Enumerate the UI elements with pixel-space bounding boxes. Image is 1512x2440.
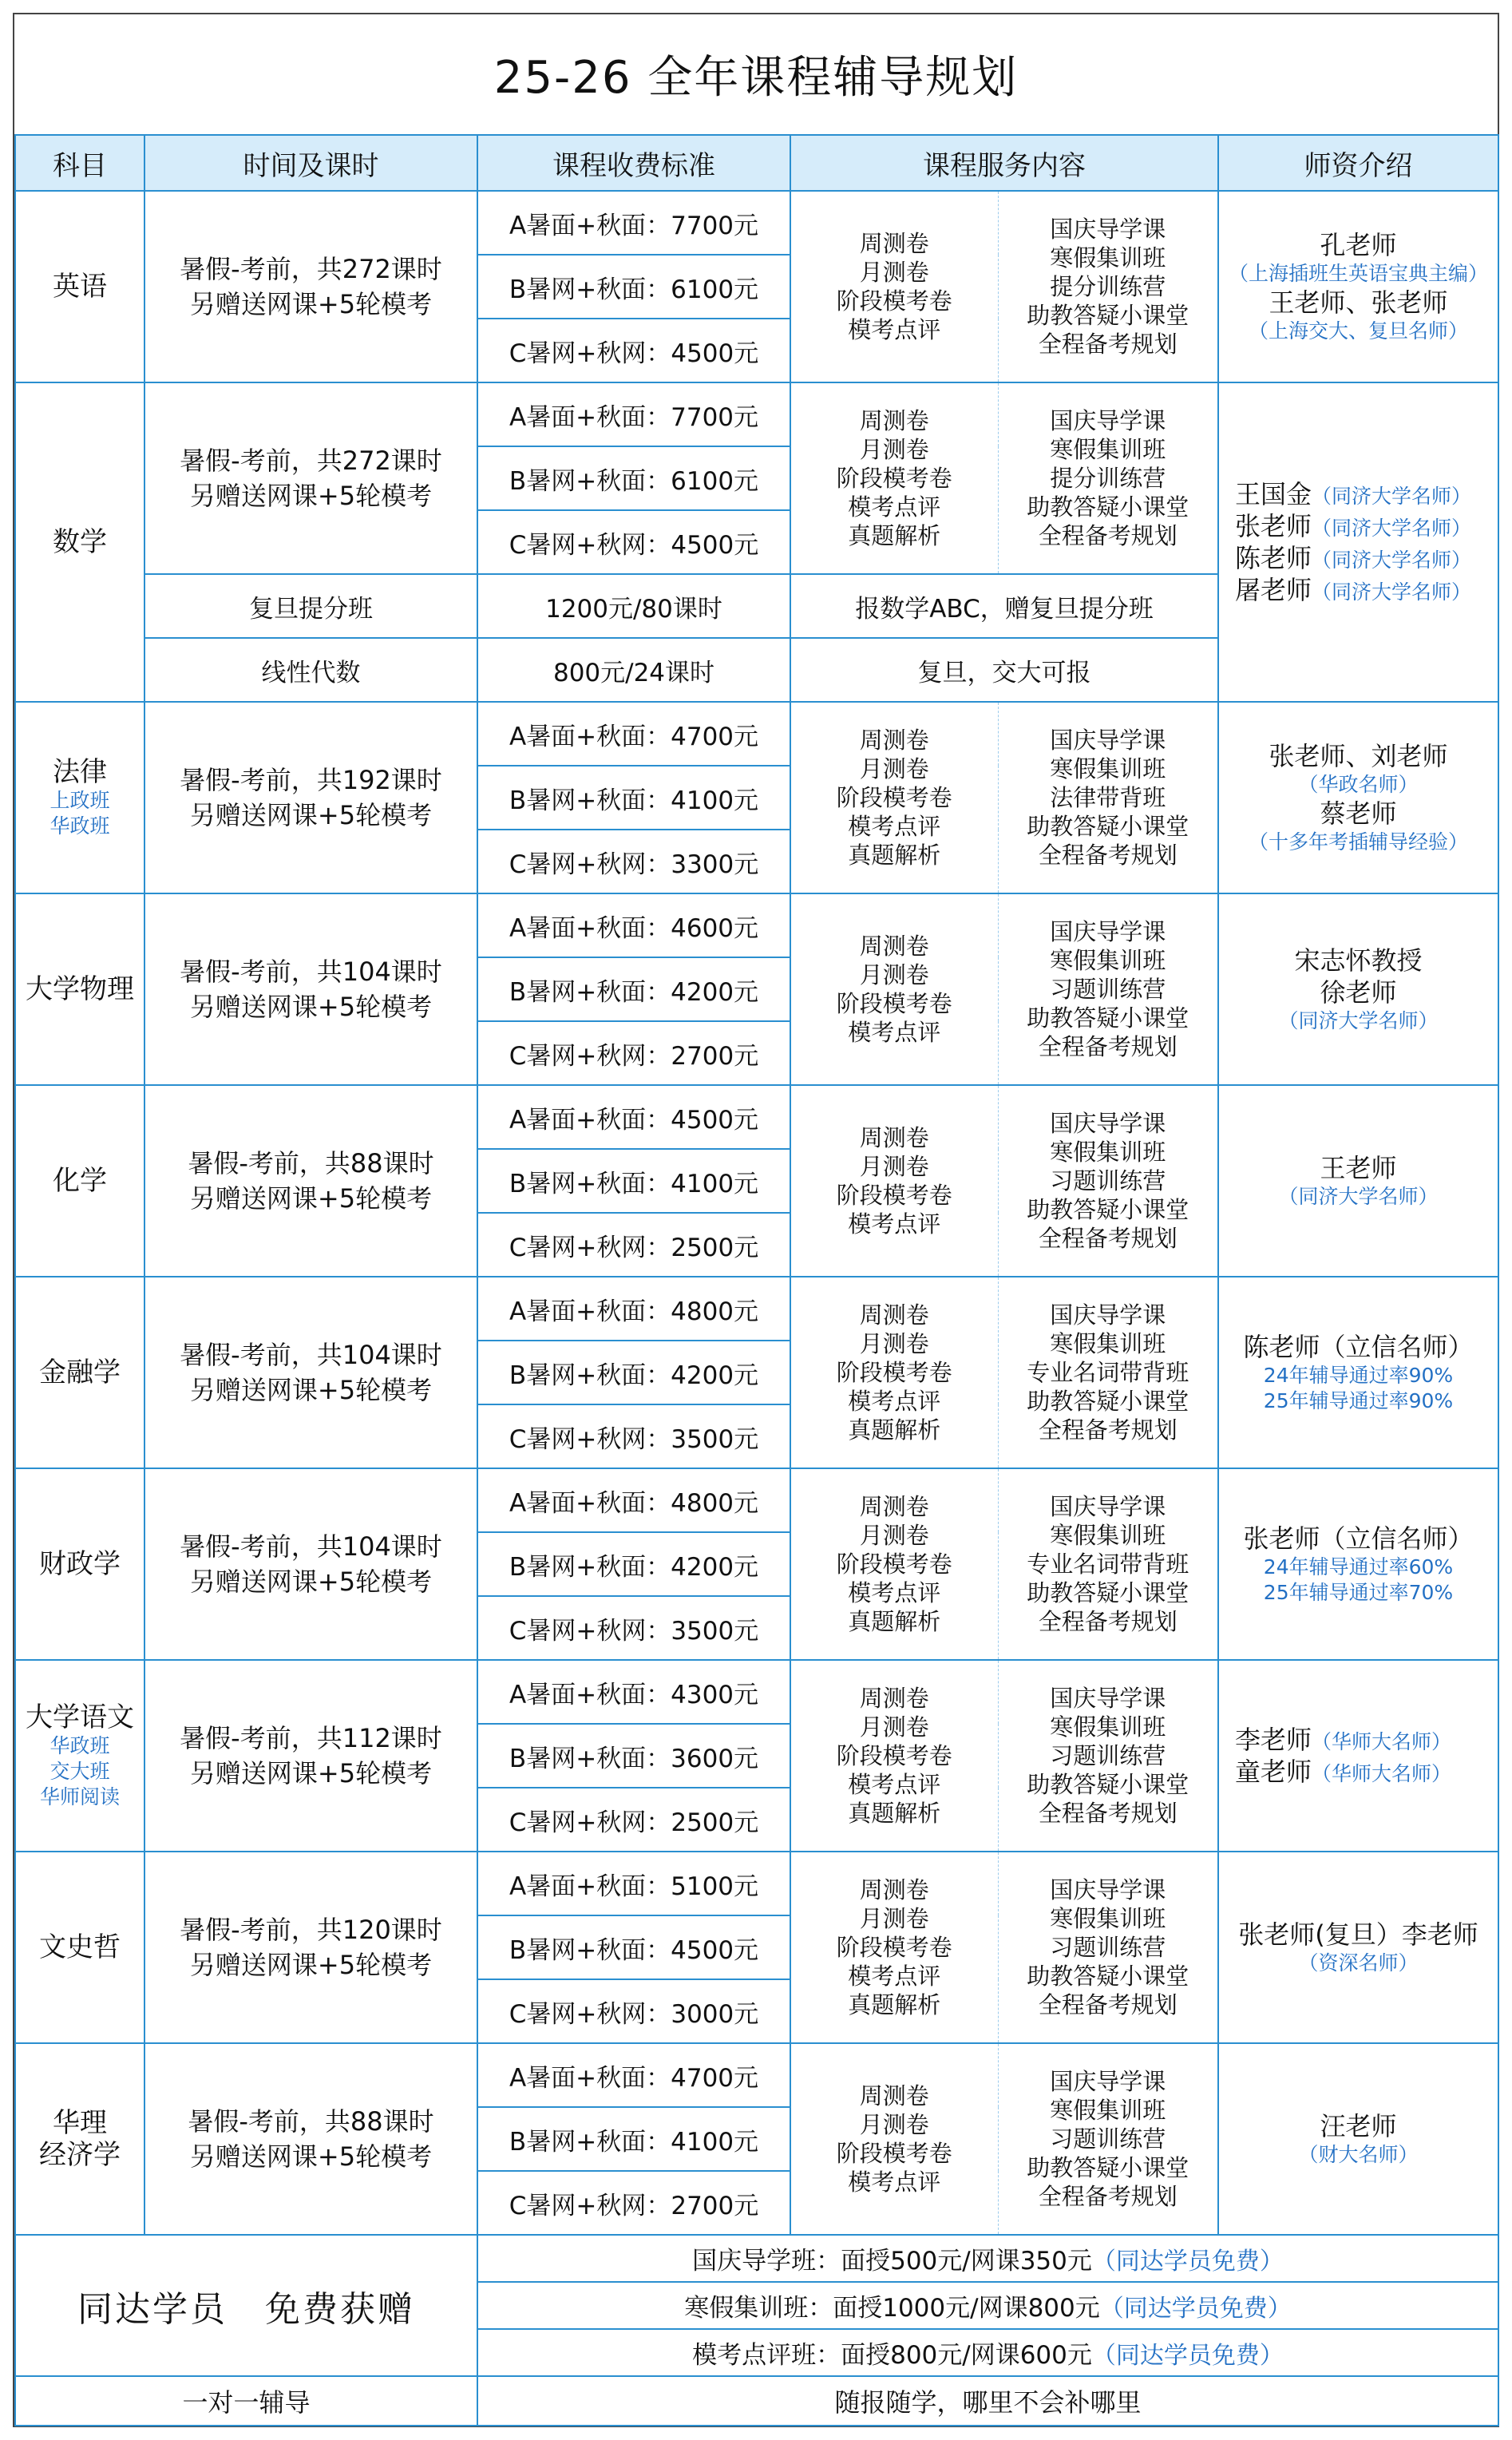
text-line: 提分训练营 [1050,465,1166,492]
text-line: 法律带背班 [1050,784,1166,811]
text-line: 模考点评 [848,493,941,521]
text-line: 模考点评 [848,2169,941,2196]
teacher-name: 童老师 [1235,1757,1312,1787]
text-line: 国庆导学课 [1050,1685,1166,1712]
service-right-cell [998,1277,1218,1468]
text-line: 月测卷 [859,1330,929,1357]
course-table [14,134,1499,2426]
service-left-cell [790,1660,998,1852]
time-cell [144,1277,477,1468]
text-line: 模考点评 [848,1579,941,1606]
text-line: 寒假集训班 [1050,1905,1166,1932]
teacher-name: 王国金 [1235,479,1312,509]
price-cell: A暑面+秋面：4700元 [477,702,790,766]
teacher-line: 宋志怀教授 [1294,945,1423,976]
subject-cell [15,2043,144,2235]
service-right-cell [998,1852,1218,2043]
header-time: 时间及课时 [144,135,477,191]
page-frame [13,13,1499,2427]
text-line: 真题解析 [848,1608,941,1635]
text-line: 月测卷 [859,961,929,988]
teachers-cell [1218,2043,1498,2235]
service-left-cell [790,191,998,382]
subject-name: 文史哲 [39,1931,121,1963]
extra-service-cell: 报数学ABC，赠复旦提分班 [790,574,1218,638]
text-line: 专业名词带背班 [1027,1551,1189,1578]
text-line: 另赠送网课+5轮模考 [189,2141,433,2172]
teacher-name: 陈老师 [1235,543,1312,573]
text-line: 阶段模考卷 [836,2140,952,2167]
price-cell: C暑网+秋网：2700元 [477,1021,790,1085]
free-gift-item [477,2235,1498,2282]
text-line: 全程备考规划 [1038,1608,1178,1635]
text-line: 模考点评 [848,316,941,343]
price-cell: C暑网+秋网：3000元 [477,1979,790,2043]
free-gift-note: （同达学员免费） [1091,2342,1284,2370]
teacher-note: （华师大名师） [1312,1730,1452,1753]
text-line: 周测卷 [859,1124,929,1151]
teacher-name: 张老师 [1235,511,1312,541]
one-on-one-label: 一对一辅导 [15,2376,477,2426]
teacher-note: （同济大学名师） [1312,485,1472,508]
price-cell: B暑网+秋面：4100元 [477,1149,790,1213]
table-row [15,191,1498,255]
price-cell: C暑网+秋网：2700元 [477,2171,790,2235]
text-line: 模考点评 [848,1771,941,1798]
teacher-line: 张老师(复旦）李老师 [1238,1919,1478,1950]
text-line: 寒假集训班 [1050,1522,1166,1549]
text-line: 助教答疑小课堂 [1027,2154,1189,2181]
price-cell: A暑面+秋面：4800元 [477,1277,790,1341]
subject-name: 大学物理 [26,973,134,1005]
text-line: 助教答疑小课堂 [1027,1004,1189,1032]
text-line: 助教答疑小课堂 [1027,1771,1189,1798]
service-right-cell [998,1085,1218,1277]
teacher-line: 24年辅导通过率60% [1263,1555,1454,1578]
text-line: 模考点评 [848,1019,941,1046]
teacher-line: （十多年考插辅导经验） [1248,830,1468,854]
text-line: 寒假集训班 [1050,1139,1166,1166]
teachers-cell [1218,1468,1498,1660]
text-line: 国庆导学课 [1050,727,1166,754]
text-line: 寒假集训班 [1050,755,1166,782]
text-line: 阶段模考卷 [836,990,952,1017]
text-line: 阶段模考卷 [836,1742,952,1769]
text-line: 国庆导学课 [1050,2068,1166,2095]
teacher-note: （同济大学名师） [1312,517,1472,540]
teacher-line: 王老师 [1320,1153,1397,1183]
price-cell: C暑网+秋网：2500元 [477,1213,790,1277]
subject-cell [15,1468,144,1660]
teacher-line: 蔡老师 [1320,798,1397,829]
text-line: 助教答疑小课堂 [1027,1963,1189,1990]
table-row [15,2043,1498,2107]
table-row [15,1277,1498,1341]
teacher-line: （资深名师） [1298,1951,1419,1975]
header-teachers: 师资介绍 [1218,135,1498,191]
text-line: 另赠送网课+5轮模考 [189,1758,433,1788]
teacher-line [1224,478,1493,510]
header-service: 课程服务内容 [790,135,1218,191]
text-line: 月测卷 [859,1713,929,1741]
teacher-line: （上海交大、复旦名师） [1248,319,1468,343]
teacher-line: （同济大学名师） [1278,1009,1439,1032]
text-line: 模考点评 [848,1210,941,1238]
text-line: 助教答疑小课堂 [1027,1388,1189,1415]
extra-name-cell: 线性代数 [144,638,477,702]
text-line: 寒假集训班 [1050,436,1166,463]
price-cell: B暑网+秋面：6100元 [477,255,790,319]
text-line: 暑假-考前，共272课时 [180,254,442,284]
time-cell [144,1468,477,1660]
text-line: 另赠送网课+5轮模考 [189,1567,433,1597]
service-right-cell [998,702,1218,893]
extra-price-cell: 800元/24课时 [477,638,790,702]
price-cell: C暑网+秋网：3500元 [477,1404,790,1468]
teacher-note: （同济大学名师） [1312,580,1472,604]
service-right-cell [998,191,1218,382]
text-line: 国庆导学课 [1050,1876,1166,1903]
teacher-name: 屠老师 [1235,575,1312,605]
service-left-cell [790,1277,998,1468]
subject-cell [15,191,144,382]
teachers-cell [1218,1277,1498,1468]
teacher-line: 张老师、刘老师 [1269,741,1448,771]
subject-name: 财政学 [39,1548,121,1580]
page-title: 25-26 全年课程辅导规划 [493,52,1019,104]
subject-cell [15,893,144,1085]
text-line: 月测卷 [859,755,929,782]
text-line: 真题解析 [848,522,941,549]
price-cell: C暑网+秋网：4500元 [477,510,790,574]
service-right-cell [998,1468,1218,1660]
text-line: 暑假-考前，共272课时 [180,446,442,476]
teacher-line: 25年辅导通过率70% [1263,1581,1454,1604]
text-line: 助教答疑小课堂 [1027,1196,1189,1223]
price-cell: A暑面+秋面：4800元 [477,1468,790,1532]
text-line: 阶段模考卷 [836,287,952,315]
subject-cell [15,382,144,702]
time-cell [144,893,477,1085]
teacher-line [1224,574,1493,606]
text-line: 模考点评 [848,813,941,840]
extra-name-cell: 复旦提分班 [144,574,477,638]
price-cell: A暑面+秋面：4600元 [477,893,790,957]
price-cell: B暑网+秋面：4500元 [477,1915,790,1979]
teacher-line: （华政名师） [1298,773,1419,796]
time-cell [144,702,477,893]
price-cell: B暑网+秋面：3600元 [477,1724,790,1788]
subject-cell [15,1660,144,1852]
text-line: 周测卷 [859,727,929,754]
teacher-line: 汪老师 [1320,2111,1397,2141]
service-left-cell [790,893,998,1085]
teacher-line: 24年辅导通过率90% [1263,1364,1454,1387]
text-line: 全程备考规划 [1038,522,1178,549]
text-line: 暑假-考前，共112课时 [180,1723,442,1753]
teacher-line: （上海插班生英语宝典主编） [1228,262,1488,285]
text-line: 全程备考规划 [1038,1225,1178,1252]
text-line: 全程备考规划 [1038,1033,1178,1060]
service-left-cell [790,1085,998,1277]
text-line: 周测卷 [859,407,929,434]
text-line: 国庆导学课 [1050,407,1166,434]
teachers-cell [1218,1852,1498,2043]
price-cell: A暑面+秋面：4500元 [477,1085,790,1149]
course-table-body [15,191,1498,2426]
free-gift-note: （同达学员免费） [1091,2248,1284,2276]
text-line: 助教答疑小课堂 [1027,1579,1189,1606]
text-line: 阶段模考卷 [836,1934,952,1961]
free-gift-item [477,2329,1498,2376]
text-line: 华政班 [49,814,110,838]
teachers-cell [1218,893,1498,1085]
text-line: 全程备考规划 [1038,842,1178,869]
teacher-note: （华师大名师） [1312,1762,1452,1785]
text-line: 另赠送网课+5轮模考 [189,1375,433,1405]
text-line: 真题解析 [848,842,941,869]
text-line: 月测卷 [859,1522,929,1549]
teacher-line: 徐老师 [1320,977,1397,1008]
text-line: 全程备考规划 [1038,1800,1178,1827]
time-cell [144,382,477,574]
teacher-line: （同济大学名师） [1278,1185,1439,1208]
text-line: 提分训练营 [1050,273,1166,300]
teacher-line [1224,1756,1493,1788]
service-right-cell [998,2043,1218,2235]
table-row [15,1085,1498,1149]
text-line: 另赠送网课+5轮模考 [189,289,433,319]
text-line: 助教答疑小课堂 [1027,493,1189,521]
text-line: 国庆导学课 [1050,918,1166,945]
service-left-cell [790,2043,998,2235]
header-fee: 课程收费标准 [477,135,790,191]
teacher-line: 陈老师（立信名师） [1243,1332,1474,1362]
price-cell: C暑网+秋网：3300元 [477,830,790,893]
service-right-cell [998,382,1218,574]
subject-name: 华理 [53,2107,107,2139]
teachers-cell [1218,1085,1498,1277]
table-row [15,2235,1498,2282]
free-gift-text: 模考点评班：面授800元/网课600元 [692,2341,1092,2370]
table-row [15,893,1498,957]
table-header-row [15,135,1498,191]
service-left-cell [790,1468,998,1660]
text-line: 助教答疑小课堂 [1027,302,1189,329]
price-cell: B暑网+秋面：4200元 [477,1532,790,1596]
text-line: 暑假-考前，共104课时 [180,957,442,987]
text-line: 暑假-考前，共88课时 [188,2106,434,2137]
text-line: 周测卷 [859,2082,929,2109]
text-line: 暑假-考前，共104课时 [180,1531,442,1562]
price-cell: A暑面+秋面：7700元 [477,382,790,446]
teacher-name: 李老师 [1235,1725,1312,1755]
service-left-cell [790,382,998,574]
text-line: 真题解析 [848,1991,941,2018]
text-line: 模考点评 [848,1963,941,1990]
teacher-line: 张老师（立信名师） [1243,1523,1474,1554]
table-row [15,702,1498,766]
table-row [15,1852,1498,1915]
price-cell: A暑面+秋面：4700元 [477,2043,790,2107]
text-line: 月测卷 [859,1153,929,1180]
subject-name: 英语 [53,271,107,303]
table-row [15,1468,1498,1532]
text-line: 另赠送网课+5轮模考 [189,800,433,830]
free-gift-item [477,2282,1498,2329]
text-line: 上政班 [49,789,110,812]
text-line: 寒假集训班 [1050,1330,1166,1357]
text-line: 月测卷 [859,259,929,286]
subject-name: 大学语文 [26,1701,134,1733]
text-line: 周测卷 [859,1301,929,1329]
text-line: 月测卷 [859,436,929,463]
price-cell: B暑网+秋面：4100元 [477,766,790,830]
text-line: 全程备考规划 [1038,2183,1178,2210]
text-line: 月测卷 [859,2111,929,2138]
text-line: 习题训练营 [1050,1742,1166,1769]
teacher-line [1224,510,1493,542]
price-cell: B暑网+秋面：4100元 [477,2107,790,2171]
price-cell: A暑面+秋面：4300元 [477,1660,790,1724]
subject-cell [15,1852,144,2043]
teacher-line: （财大名师） [1298,2143,1419,2166]
text-line: 全程备考规划 [1038,331,1178,358]
header-subject: 科目 [15,135,144,191]
subject-cell [15,1085,144,1277]
text-line: 国庆导学课 [1050,1493,1166,1520]
text-line: 国庆导学课 [1050,1301,1166,1329]
text-line: 寒假集训班 [1050,2097,1166,2124]
text-line: 阶段模考卷 [836,1359,952,1386]
price-cell: C暑网+秋网：3500元 [477,1596,790,1660]
table-row [15,2376,1498,2426]
text-line: 真题解析 [848,1416,941,1444]
time-cell [144,1085,477,1277]
text-line: 华政班 [49,1734,110,1757]
text-line: 全程备考规划 [1038,1991,1178,2018]
teachers-cell [1218,382,1498,702]
text-line: 暑假-考前，共120课时 [180,1915,442,1945]
teacher-line: 孔老师 [1320,230,1397,260]
text-line: 习题训练营 [1050,2125,1166,2153]
subject-name: 法律 [53,756,107,788]
text-line: 月测卷 [859,1905,929,1932]
free-gift-text: 寒假集训班：面授1000元/网课800元 [684,2294,1100,2323]
text-line: 习题训练营 [1050,1167,1166,1194]
text-line: 阶段模考卷 [836,1551,952,1578]
text-line: 国庆导学课 [1050,1110,1166,1137]
subject-name: 数学 [53,526,107,558]
text-line: 寒假集训班 [1050,244,1166,271]
text-line: 周测卷 [859,1685,929,1712]
service-right-cell [998,1660,1218,1852]
teacher-line: 25年辅导通过率90% [1263,1389,1454,1412]
text-line: 阶段模考卷 [836,465,952,492]
free-gift-text: 国庆导学班：面授500元/网课350元 [692,2247,1092,2276]
time-cell [144,2043,477,2235]
teachers-cell [1218,1660,1498,1852]
text-line: 华师阅读 [39,1785,120,1808]
text-line: 暑假-考前，共192课时 [180,765,442,795]
text-line: 周测卷 [859,1493,929,1520]
text-line: 另赠送网课+5轮模考 [189,1183,433,1214]
text-line: 寒假集训班 [1050,1713,1166,1741]
subject-cell [15,1277,144,1468]
text-line: 阶段模考卷 [836,1182,952,1209]
text-line: 另赠送网课+5轮模考 [189,992,433,1022]
time-cell [144,1660,477,1852]
text-line: 模考点评 [848,1388,941,1415]
service-left-cell [790,702,998,893]
teachers-cell [1218,191,1498,382]
text-line: 寒假集训班 [1050,947,1166,974]
table-row [15,1660,1498,1724]
text-line: 另赠送网课+5轮模考 [189,1950,433,1980]
free-gift-note: （同达学员免费） [1099,2295,1292,2323]
text-line: 助教答疑小课堂 [1027,813,1189,840]
service-left-cell [790,1852,998,2043]
price-cell: C暑网+秋网：4500元 [477,319,790,382]
text-line: 交大班 [49,1760,110,1783]
price-cell: B暑网+秋面：4200元 [477,1341,790,1404]
teacher-line: 王老师、张老师 [1269,287,1448,318]
text-line: 阶段模考卷 [836,784,952,811]
text-line: 全程备考规划 [1038,1416,1178,1444]
time-cell [144,1852,477,2043]
text-line: 真题解析 [848,1800,941,1827]
price-cell: A暑面+秋面：5100元 [477,1852,790,1915]
subject-name-2: 经济学 [39,2139,121,2171]
table-row [15,382,1498,446]
text-line: 暑假-考前，共104课时 [180,1340,442,1370]
price-cell: A暑面+秋面：7700元 [477,191,790,255]
subject-name: 金融学 [39,1357,121,1388]
service-right-cell [998,893,1218,1085]
price-cell: B暑网+秋面：6100元 [477,446,790,510]
text-line: 习题训练营 [1050,1934,1166,1961]
text-line: 暑假-考前，共88课时 [188,1148,434,1178]
teachers-cell [1218,702,1498,893]
extra-price-cell: 1200元/80课时 [477,574,790,638]
free-gift-label: 同达学员 免费获赠 [15,2235,477,2376]
teacher-note: （同济大学名师） [1312,549,1472,572]
extra-service-cell: 复旦，交大可报 [790,638,1218,702]
subject-cell [15,702,144,893]
text-line: 国庆导学课 [1050,216,1166,243]
teacher-line [1224,542,1493,574]
text-line: 另赠送网课+5轮模考 [189,481,433,511]
price-cell: C暑网+秋网：2500元 [477,1788,790,1852]
teacher-line [1224,1724,1493,1756]
one-on-one-text: 随报随学，哪里不会补哪里 [477,2376,1498,2426]
time-cell [144,191,477,382]
subject-name: 化学 [53,1165,107,1197]
text-line: 专业名词带背班 [1027,1359,1189,1386]
text-line: 周测卷 [859,933,929,960]
text-line: 习题训练营 [1050,976,1166,1003]
text-line: 周测卷 [859,230,929,257]
price-cell: B暑网+秋面：4200元 [477,957,790,1021]
text-line: 周测卷 [859,1876,929,1903]
